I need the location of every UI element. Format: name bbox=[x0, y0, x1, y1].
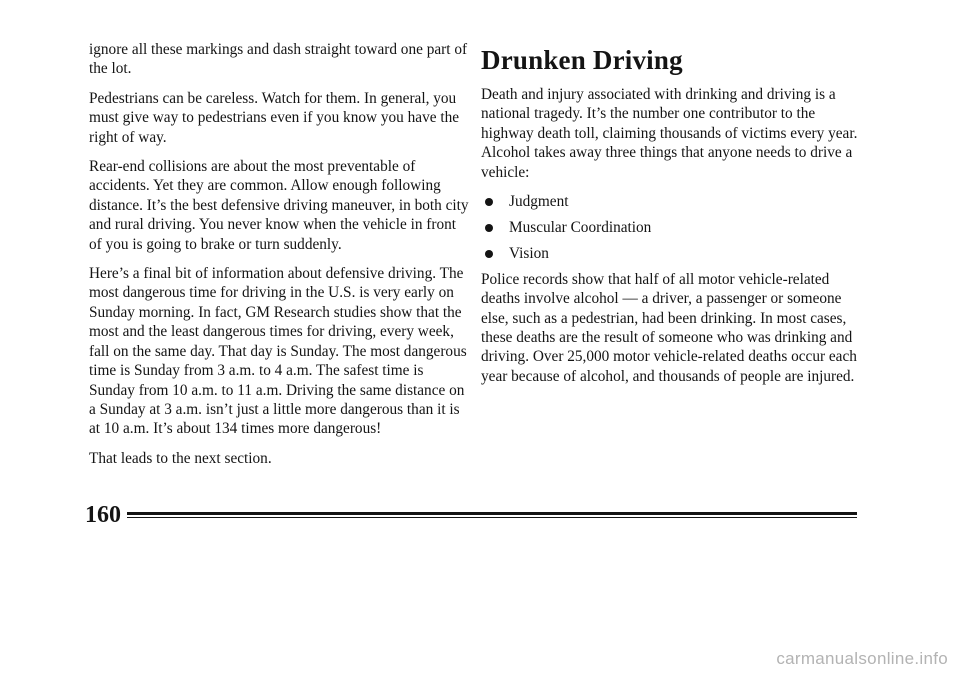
bullet-icon bbox=[485, 224, 493, 232]
paragraph-pedestrians: Pedestrians can be careless. Watch for them. In general, you must give way to pedestrians even if you know you have the right of way. bbox=[89, 89, 460, 146]
paragraph-police-records: Police records show that half of all motor vehicle-related deaths involve alcohol — a driver, a passenger or someone else, such as a pedestrian, had been drinking. In most cases, these deaths are the result of someone who was drinking and driving. Over 25,000 motor vehicle-related deaths occur each year because of alcohol, and thousands of people are injured. bbox=[481, 270, 857, 385]
paragraph-next-section: That leads to the next section. bbox=[89, 449, 272, 467]
paragraph-dangerous-times: Here’s a final bit of information about defensive driving. The most dangerous time for driving in the U.S. is very early on Sunday morning. In fact, GM Research studies show that the most and the least dangerous times for driving, every week, fall on the same day. That day is Sunday. The most dangerous time is Sunday from 3 a.m. to 4 a.m. The safest time is Sunday from 10 a.m. to 11 a.m. Driving the same distance on a Sunday at 3 a.m. isn’t just a little more dangerous than it is at 10 a.m. It’s about 134 times more dangerous! bbox=[89, 265, 467, 438]
bullet-item-vision bbox=[481, 244, 861, 263]
bullet-item-judgment bbox=[481, 192, 861, 211]
bullet-icon bbox=[485, 250, 493, 258]
bullet-item-coordination bbox=[481, 218, 861, 237]
watermark: carmanualsonline.info bbox=[776, 649, 948, 668]
right-column bbox=[481, 38, 861, 396]
left-column bbox=[89, 40, 469, 478]
bullet-label: Vision bbox=[509, 244, 549, 262]
bullet-label: Judgment bbox=[509, 193, 569, 211]
bullet-list bbox=[481, 192, 861, 263]
section-heading: Drunken Driving bbox=[481, 45, 683, 75]
footer-rule bbox=[127, 509, 857, 521]
bullet-label: Muscular Coordination bbox=[509, 218, 652, 236]
paragraph-parking-lot: ignore all these markings and dash straight toward one part of the lot. bbox=[89, 41, 468, 78]
page-number: 160 bbox=[85, 502, 121, 528]
paragraph-intro: Death and injury associated with drinking and driving is a national tragedy. It’s the number one contributor to the highway death toll, claiming thousands of victims every year. Alcohol takes away three things that anyone needs to drive a vehicle: bbox=[481, 86, 858, 181]
bullet-icon bbox=[485, 198, 493, 206]
paragraph-rear-end-collisions: Rear-end collisions are about the most preventable of accidents. Yet they are common. Allow enough following distance. It’s the best defensive driving maneuver, in both city and rural driving. You never know when the vehicle in front of you is going to brake or turn suddenly. bbox=[89, 158, 469, 253]
page-footer bbox=[85, 500, 857, 530]
